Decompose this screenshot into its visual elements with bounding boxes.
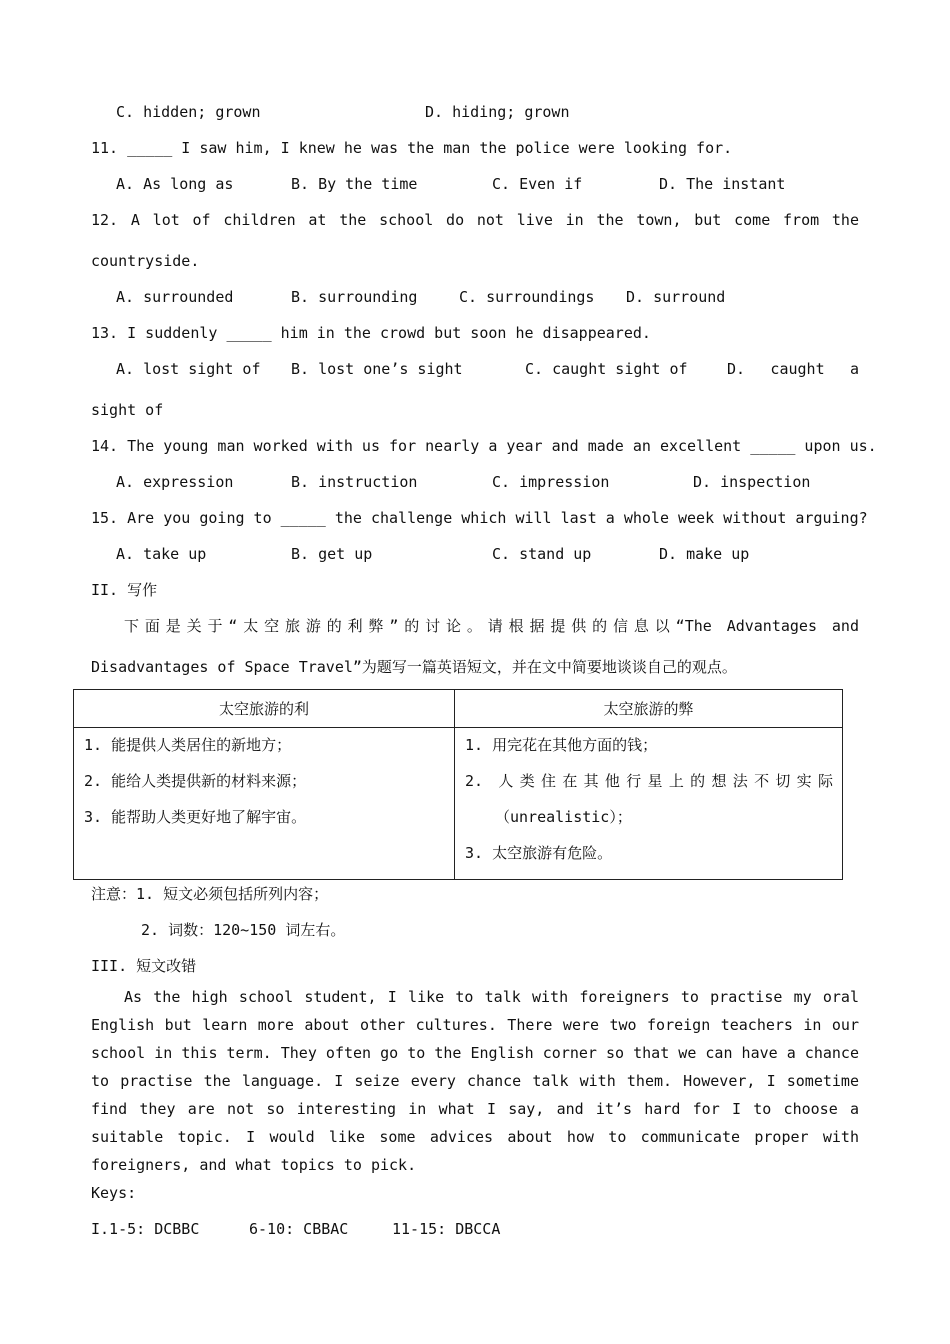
- writing-intro-line1: 下面是关于“太空旅游的利弊”的讨论。请根据提供的信息以“The Advantages and: [124, 617, 859, 635]
- q12-stem-cont: countryside.: [91, 252, 200, 270]
- pros-cell: [74, 728, 455, 880]
- keys-11-15: 11-15: DBCCA: [392, 1220, 501, 1238]
- q13-option-d: D. caught a: [727, 360, 859, 378]
- q12-option-b: B. surrounding: [291, 288, 418, 306]
- q14-option-b: B. instruction: [291, 473, 418, 491]
- q11-option-b: B. By the time: [291, 175, 418, 193]
- q11-option-a: A. As long as: [116, 175, 234, 193]
- correction-passage: As the high school student, I like to talk with foreigners to practise my oral English but learn more about other cultures. There were two foreign teachers in our school in this term. They often go to the English corner so that we can have a chance to practise the language. I seize every chance talk with them. However, I sometime find they are not so interesting in what I say, and it’s hard for I to choose a suitable topic. I would like some advices about how to communicate proper with foreigners, and what topics to pick.: [91, 988, 859, 1174]
- q13-option-a: A. lost sight of: [116, 360, 261, 378]
- q12-option-c: C. surroundings: [459, 288, 595, 306]
- cons-item: 1. 用完花在其他方面的钱；: [465, 736, 658, 754]
- writing-heading: II. 写作: [91, 581, 158, 599]
- q14-option-a: A. expression: [116, 473, 234, 491]
- q12-option-d: D. surround: [626, 288, 726, 306]
- q11-option-d: D. The instant: [659, 175, 786, 193]
- writing-note-1: 注意：1. 短文必须包括所列内容；: [91, 885, 329, 903]
- table-header-cons: 太空旅游的弊: [455, 690, 843, 728]
- correction-heading: III. 短文改错: [91, 957, 197, 975]
- writing-intro-line2: Disadvantages of Space Travel”为题写一篇英语短文，并在文中简要地谈谈自己的观点。: [91, 658, 737, 676]
- q10-option-d: D. hiding; grown: [425, 103, 570, 121]
- q15-option-c: C. stand up: [492, 545, 592, 563]
- pros-item: 2. 能给人类提供新的材料来源；: [84, 772, 307, 790]
- q15-option-a: A. take up: [116, 545, 207, 563]
- keys-1-5: I.1-5: DCBBC: [91, 1220, 200, 1238]
- table-header-pros: 太空旅游的利: [74, 690, 455, 728]
- cons-item: 2. 人类住在其他行星上的想法不切实际: [465, 772, 833, 790]
- q10-option-c: C. hidden; grown: [116, 103, 261, 121]
- cons-item-cont: （unrealistic）；: [495, 808, 632, 826]
- pros-cons-table: [73, 689, 843, 880]
- q14-option-d: D. inspection: [693, 473, 811, 491]
- q15-option-d: D. make up: [659, 545, 750, 563]
- q12-option-a: A. surrounded: [116, 288, 234, 306]
- q14-stem: 14. The young man worked with us for nearly a year and made an excellent _____ upon us.: [91, 437, 877, 455]
- writing-note-2: 2. 词数：120~150 词左右。: [141, 921, 346, 939]
- q13-stem: 13. I suddenly _____ him in the crowd but soon he disappeared.: [91, 324, 651, 342]
- q15-option-b: B. get up: [291, 545, 373, 563]
- cons-item: 3. 太空旅游有危险。: [465, 844, 613, 862]
- q12-stem: 12. A lot of children at the school do not live in the town, but come from the: [91, 211, 859, 229]
- keys-6-10: 6-10: CBBAC: [249, 1220, 349, 1238]
- q15-stem: 15. Are you going to _____ the challenge which will last a whole week without arguing?: [91, 509, 868, 527]
- q13-option-b: B. lost one’s sight: [291, 360, 463, 378]
- q11-option-c: C. Even if: [492, 175, 583, 193]
- pros-item: 1. 能提供人类居住的新地方；: [84, 736, 292, 754]
- q11-stem: 11. _____ I saw him, I knew he was the man the police were looking for.: [91, 139, 733, 157]
- q13-option-c: C. caught sight of: [525, 360, 688, 378]
- keys-label: Keys:: [91, 1184, 137, 1202]
- q14-option-c: C. impression: [492, 473, 610, 491]
- q13-option-d-cont: sight of: [91, 401, 164, 419]
- pros-item: 3. 能帮助人类更好地了解宇宙。: [84, 808, 307, 826]
- cons-cell: [455, 728, 843, 880]
